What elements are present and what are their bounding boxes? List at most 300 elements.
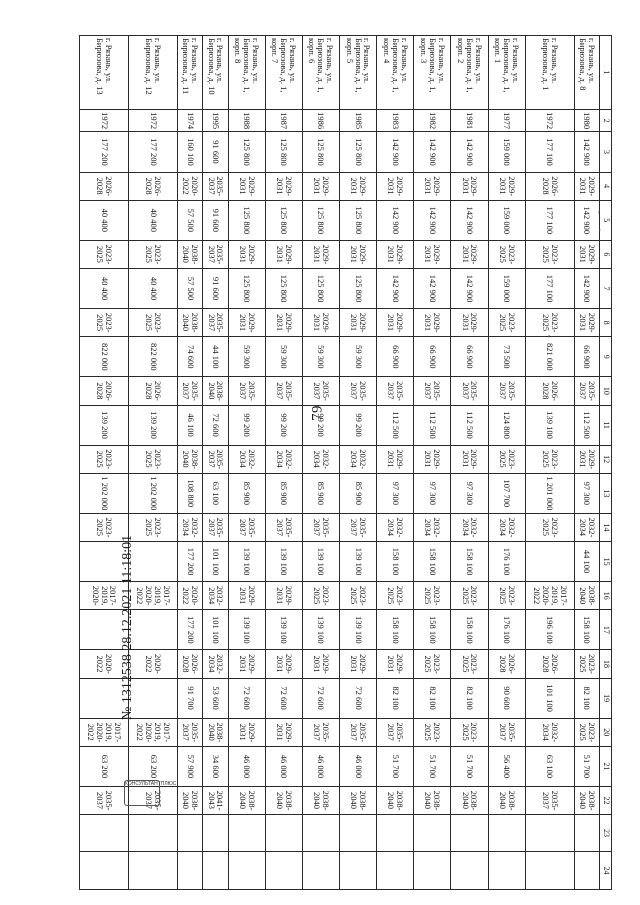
stamp-text: № 1312538 28.12.2021 11:18:01 [120,534,135,720]
table-cell: 2029-2031 [377,172,414,200]
table-cell [80,815,129,852]
table-cell [129,815,178,852]
table-cell: 139 100 [265,542,302,582]
table-cell: 2035-2037 [302,513,339,541]
table-cell: 2023-2025 [414,582,451,610]
table-row [129,36,178,890]
table-cell: 2029-2031 [302,309,339,337]
table-cell: 46 000 [228,746,265,786]
table-cell: 2029-2031 [377,309,414,337]
table-cell: 85 900 [340,473,377,513]
table-cell [228,851,265,889]
table-cell: 2020-2022 [80,650,129,678]
table-cell: 160 100 [178,132,203,172]
table-cell: 2017-2019, 2020-2022 [80,718,129,746]
table-cell: 159 000 [488,268,525,308]
table-cell: 1986 [302,109,339,132]
column-number: 13 [600,473,612,513]
table-cell: 72 600 [340,678,377,718]
table-cell: 2029-2031 [228,582,265,610]
table-cell: 2023-2025 [574,718,599,746]
table-cell: 44 100 [574,542,599,582]
table-cell: 2029-2031 [265,172,302,200]
column-number: 19 [600,678,612,718]
table-cell: 142 900 [451,200,488,240]
table-cell: 2029-2031 [377,240,414,268]
table-cell: 72 600 [302,678,339,718]
table-cell: 85 900 [302,473,339,513]
table-cell: 57 500 [178,200,203,240]
table-cell [574,851,599,889]
table-cell: 142 900 [574,132,599,172]
table-cell: 2035-2037 [203,309,228,337]
table-cell [129,542,178,582]
table-row [525,36,574,890]
table-cell [525,542,574,582]
table-cell: 2029-2031 [302,650,339,678]
column-number: 9 [600,337,612,377]
table-cell: 2035-2037 [203,445,228,473]
table-cell: 107 700 [488,473,525,513]
table-cell [414,815,451,852]
table-cell [129,610,178,650]
table-cell: 124 800 [488,405,525,445]
table-cell: 2029-2031 [228,309,265,337]
table-cell: 101 100 [525,678,574,718]
table-cell: 99 200 [228,405,265,445]
table-cell: 2032-2034 [203,582,228,610]
table-cell [203,851,228,889]
table-cell: 99 200 [265,405,302,445]
table-cell: 1985 [340,109,377,132]
table-cell: 2020-2022 [178,172,203,200]
table-cell: 1972 [129,109,178,132]
table-cell: 1980 [574,109,599,132]
table-cell: 2017-2019, 2020-2022 [129,582,178,610]
table-row [80,36,129,890]
table-cell: 63 100 [203,473,228,513]
table-cell: 2029-2031 [414,172,451,200]
table-cell: 2026-2028 [129,172,178,200]
table-cell: 177 200 [80,132,129,172]
table-cell: 142 900 [414,132,451,172]
table-cell: 177 100 [525,132,574,172]
table-cell: 2023-2025 [525,445,574,473]
table-cell: 97 300 [451,473,488,513]
table-cell: 125 800 [302,200,339,240]
table-cell [129,678,178,718]
column-number: 3 [600,132,612,172]
table-cell: 2035-2037 [178,718,203,746]
table-cell: 66 900 [451,337,488,377]
table-cell: 2023-2025 [414,718,451,746]
table-row [488,36,525,890]
table-cell [377,815,414,852]
table-cell: 2029-2031 [451,309,488,337]
table-cell: 2029-2031 [451,445,488,473]
table-cell: 2035-2037 [129,786,178,814]
table-cell [377,851,414,889]
table-row [203,36,228,890]
table-cell [203,815,228,852]
table-cell: 158 100 [414,542,451,582]
table-cell: 2038-2040 [203,377,228,405]
table-cell: 2035-2037 [451,377,488,405]
table-cell: 91 600 [203,268,228,308]
table-cell: 72 600 [265,678,302,718]
table-cell: 176 100 [488,610,525,650]
table-cell: 82 100 [574,678,599,718]
address-cell: г. Рязань, ул. Бирюзова, д. 1, корп. 3 [414,36,451,110]
table-cell: 82 100 [377,678,414,718]
table-cell: 142 900 [377,132,414,172]
table-cell: 2035-2037 [302,377,339,405]
table-cell: 82 100 [451,678,488,718]
table-cell: 2038-2040 [574,582,599,610]
table-cell: 142 900 [451,132,488,172]
table-cell: 2023-2025 [488,445,525,473]
table-cell: 2035-2037 [574,377,599,405]
table-cell: 2032-2034 [302,445,339,473]
table-cell: 2032-2034 [228,445,265,473]
table-cell: 51 700 [574,746,599,786]
table-cell: 2035-2037 [178,377,203,405]
table-cell: 82 100 [414,678,451,718]
table-cell: 158 100 [574,610,599,650]
table-cell [178,851,203,889]
table-cell: 2032-2034 [265,445,302,473]
capital-repair-table [79,35,612,890]
table-cell: 2038-2040 [488,786,525,814]
table-cell: 2023-2025 [80,445,129,473]
table-cell: 97 300 [414,473,451,513]
table-cell: 2038-2040 [302,786,339,814]
table-cell: 2029-2031 [414,309,451,337]
table-cell: 2035-2037 [228,377,265,405]
column-number: 15 [600,542,612,582]
table-cell: 139 100 [228,610,265,650]
table-cell [80,851,129,889]
table-cell: 2035-2037 [340,718,377,746]
table-cell: 2032-2034 [203,650,228,678]
table-cell: 2029-2031 [228,718,265,746]
column-number: 20 [600,718,612,746]
table-cell: 2023-2025 [129,445,178,473]
table-cell: 2029-2031 [340,309,377,337]
table-cell: 2029-2031 [377,445,414,473]
table-cell: 2038-2040 [178,445,203,473]
table-cell: 2029-2031 [574,240,599,268]
table-cell: 2020-2022 [178,582,203,610]
table-cell: 2029-2031 [451,172,488,200]
table-cell: 46 100 [178,405,203,445]
table-cell: 72 600 [228,678,265,718]
table-cell: 1987 [265,109,302,132]
table-cell: 2026-2028 [178,650,203,678]
table-cell: 91 600 [203,132,228,172]
table-cell [340,851,377,889]
table-cell: 2023-2025 [129,309,178,337]
table-cell: 139 100 [302,542,339,582]
table-cell: 101 100 [203,542,228,582]
table-cell: 139 100 [228,542,265,582]
table-cell: 1983 [377,109,414,132]
table-cell: 2029-2031 [488,172,525,200]
table-cell [178,815,203,852]
table-cell: 2032-2034 [525,718,574,746]
table-cell: 40 400 [129,200,178,240]
table-cell: 51 700 [451,746,488,786]
table-cell: 176 100 [488,542,525,582]
table-cell: 2029-2031 [265,718,302,746]
table-cell: 2029-2031 [302,172,339,200]
table-cell: 139 100 [302,610,339,650]
table-cell: 72 600 [203,405,228,445]
address-cell: г. Рязань, ул. Бирюзова, д. 1, корп. 8 [228,36,265,110]
table-cell: 2035-2037 [340,513,377,541]
address-cell: г. Рязань, ул. Бирюзова, д. 1, корп. 6 [302,36,339,110]
table-cell: 2035-2037 [265,377,302,405]
table-cell: 2035-2037 [203,513,228,541]
table-cell: 63 100 [525,746,574,786]
table-cell: 40 400 [80,268,129,308]
table-cell: 158 100 [451,610,488,650]
table-row [574,36,599,890]
table-cell: 822 000 [80,337,129,377]
table-cell: 2035-2037 [525,786,574,814]
column-number: 5 [600,200,612,240]
table-body [80,36,612,890]
table-cell: 2035-2037 [488,377,525,405]
column-number: 7 [600,268,612,308]
table-cell: 139 100 [340,610,377,650]
table-cell: 1 202 000 [129,473,178,513]
table-cell: 2032-2034 [488,513,525,541]
table-cell: 51 700 [377,746,414,786]
table-cell: 34 600 [203,746,228,786]
table-cell: 139 200 [80,405,129,445]
table-cell: 2029-2031 [265,582,302,610]
table-cell: 139 100 [265,610,302,650]
address-cell: г. Рязань, ул. Бирюзова, д. 1 [525,36,574,110]
table-cell: 2017-2019, 2020-2022 [525,582,574,610]
table-cell: 142 900 [574,200,599,240]
table-cell: 2023-2025 [302,582,339,610]
table-cell [265,851,302,889]
table-cell: 177 200 [178,542,203,582]
table-cell: 1972 [80,109,129,132]
table-cell: 2038-2040 [265,786,302,814]
table-cell: 2032-2034 [574,513,599,541]
address-cell: г. Рязань, ул. Бирюзова, д. 10 [203,36,228,110]
table-cell: 97 300 [377,473,414,513]
scan-mark: ʹ [548,334,551,345]
table-cell: 73 500 [488,337,525,377]
schedule-table [79,35,612,890]
address-cell: г. Рязань, ул. Бирюзова, д. 1, корп. 7 [265,36,302,110]
table-cell: 142 900 [377,200,414,240]
table-cell: 91 600 [203,200,228,240]
table-cell: 2035-2037 [488,718,525,746]
table-row [414,36,451,890]
table-cell: 2038-2040 [451,786,488,814]
table-row [377,36,414,890]
table-cell: 2035-2037 [203,240,228,268]
table-cell [574,815,599,852]
table-cell: 142 900 [377,268,414,308]
table-row [228,36,265,890]
table-cell: 2026-2028 [129,377,178,405]
table-cell: 46 000 [302,746,339,786]
column-number: 6 [600,240,612,268]
table-cell: 85 900 [228,473,265,513]
table-cell: 2023-2025 [525,240,574,268]
table-cell: 2017-2019, 2020-2022 [129,718,178,746]
table-cell: 63 200 [129,746,178,786]
table-cell: 2029-2031 [340,172,377,200]
table-cell: 177 100 [525,200,574,240]
address-cell: г. Рязань, ул. Бирюзова, д. 11 [178,36,203,110]
table-row [340,36,377,890]
column-number: 8 [600,309,612,337]
table-row [302,36,339,890]
table-cell: 2026-2028 [525,172,574,200]
table-cell: 177 200 [129,132,178,172]
table-cell: 142 900 [414,200,451,240]
table-cell: 2029-2031 [574,309,599,337]
table-cell: 139 200 [129,405,178,445]
table-cell: 2032-2034 [377,513,414,541]
table-cell: 2023-2025 [80,240,129,268]
table-cell: 1972 [525,109,574,132]
table-cell: 101 100 [203,610,228,650]
table-cell: 112 500 [451,405,488,445]
table-cell: 59 300 [340,337,377,377]
column-number: 10 [600,377,612,405]
table-row [451,36,488,890]
table-cell: 2029-2031 [265,309,302,337]
table-cell: 125 800 [340,132,377,172]
table-cell: 2029-2031 [228,650,265,678]
column-number: 4 [600,172,612,200]
table-cell: 2035-2037 [80,786,129,814]
table-cell: 2023-2025 [451,650,488,678]
table-cell: 821 000 [525,337,574,377]
table-cell: 2023-2025 [80,309,129,337]
table-cell: 125 800 [265,200,302,240]
table-cell: 2032-2034 [340,445,377,473]
table-cell: 2029-2031 [228,172,265,200]
table-cell: 2023-2025 [80,513,129,541]
table-cell: 1974 [178,109,203,132]
table-cell [451,851,488,889]
table-cell: 2023-2025 [451,718,488,746]
table-cell: 125 800 [302,132,339,172]
table-cell [340,815,377,852]
table-cell: 2035-2037 [340,377,377,405]
table-cell: 2038-2040 [203,718,228,746]
table-cell: 112 500 [377,405,414,445]
column-number: 17 [600,610,612,650]
table-cell: 2023-2025 [129,513,178,541]
table-cell: 158 100 [377,542,414,582]
table-cell: 2035-2037 [228,513,265,541]
table-cell: 2026-2028 [80,172,129,200]
table-cell: 46 000 [265,746,302,786]
table-cell: 2023-2025 [377,582,414,610]
table-cell [129,851,178,889]
table-cell [488,815,525,852]
table-cell: 2035-2037 [203,172,228,200]
scan-mark: ʼ [598,228,602,239]
column-number: 21 [600,746,612,786]
table-cell: 2029-2031 [414,240,451,268]
table-cell: 2038-2040 [178,240,203,268]
table-cell: 125 800 [228,200,265,240]
table-cell: 2029-2031 [340,650,377,678]
table-cell: 2029-2031 [302,240,339,268]
table-cell: 53 600 [203,678,228,718]
address-cell: г. Рязань, ул. Бирюзова, д. 1, корп. 2 [451,36,488,110]
table-cell: 2032-2034 [178,513,203,541]
table-cell: 2026-2028 [80,377,129,405]
table-cell: 2029-2031 [574,172,599,200]
table-cell: 59 300 [302,337,339,377]
table-cell [525,815,574,852]
table-cell: 1995 [203,109,228,132]
table-cell: 1977 [488,109,525,132]
table-cell: 142 900 [414,268,451,308]
table-cell: 66 900 [574,337,599,377]
table-cell: 2023-2025 [488,309,525,337]
table-cell: 63 200 [80,746,129,786]
table-cell: 108 800 [178,473,203,513]
address-cell: г. Рязань, ул. Бирюзова, д. 1, корп. 1 [488,36,525,110]
table-cell [414,851,451,889]
table-cell: 2023-2025 [451,582,488,610]
table-cell: 56 400 [488,746,525,786]
table-cell: 177 200 [178,610,203,650]
column-number: 11 [600,405,612,445]
table-cell: 177 100 [525,268,574,308]
table-cell: 66 900 [377,337,414,377]
table-cell: 822 000 [129,337,178,377]
table-cell: 125 800 [265,268,302,308]
table-cell: 112 500 [414,405,451,445]
address-cell: г. Рязань, ул. Бирюзова, д. 12 [129,36,178,110]
table-cell: 125 800 [265,132,302,172]
table-cell: 2041-2043 [203,786,228,814]
table-cell [525,851,574,889]
table-cell: 158 100 [414,610,451,650]
table-cell [488,851,525,889]
table-cell: 51 700 [414,746,451,786]
table-cell: 1988 [228,109,265,132]
table-cell [265,815,302,852]
table-cell [451,815,488,852]
table-cell: 85 900 [265,473,302,513]
table-row [178,36,203,890]
table-cell: 2038-2040 [178,309,203,337]
table-cell: 125 800 [228,132,265,172]
table-cell: 2026-2028 [488,650,525,678]
column-number: 14 [600,513,612,541]
table-cell: 2026-2028 [525,650,574,678]
address-cell: г. Рязань, ул. Бирюзова, д. 8 [574,36,599,110]
table-cell: 125 800 [340,200,377,240]
table-cell: 125 800 [302,268,339,308]
table-cell: 74 600 [178,337,203,377]
